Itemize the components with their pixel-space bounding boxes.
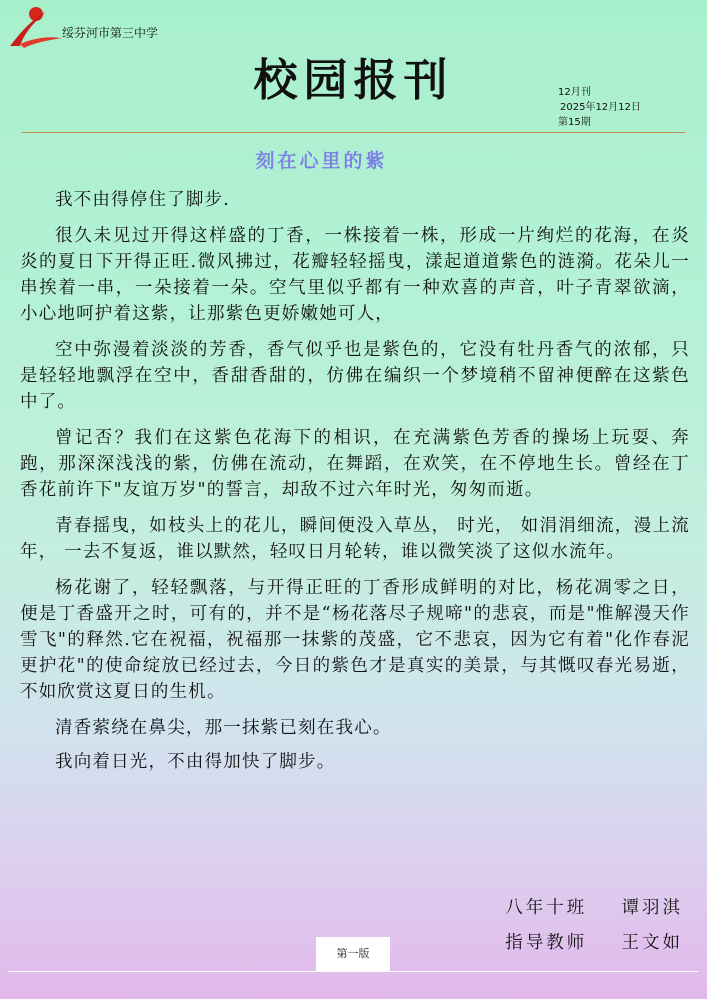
footer-divider (8, 971, 698, 972)
teacher-name: 王文如 (621, 933, 683, 953)
header-divider (22, 132, 685, 133)
author-name: 谭羽淇 (621, 898, 683, 918)
paragraph: 我向着日光，不由得加快了脚步。 (55, 752, 336, 772)
page-label: 第一版 (316, 937, 390, 971)
issue-month: 12月刊 (558, 87, 591, 98)
paragraph: 很久未见过开得这样盛的丁香，一株接着一株，形成一片绚烂的花海，在炎炎的夏日下开得正旺.微风拂过，花瓣轻轻摇曳，漾起道道紫色的涟漪。花朵儿一串挨着一串，一朵接着一朵。空气里似乎都有一种欢喜的声音，叶子青翠欲滴，小心地呵护着这紫，让那紫色更娇嫩她可人， (20, 226, 690, 324)
article-title: 刻在心里的紫 (255, 150, 388, 172)
school-name: 绥芬河市第三中学 (62, 26, 159, 40)
article-body (20, 187, 690, 783)
masthead-title: 校园报刊 (253, 55, 454, 106)
issue-date: 2025年12月12日 (560, 102, 641, 113)
author-class: 八年十班 (505, 898, 588, 918)
teacher-line (505, 929, 683, 954)
school-logo-icon (6, 4, 64, 48)
paragraph: 我不由得停住了脚步. (55, 190, 231, 210)
teacher-label: 指导教师 (505, 933, 588, 953)
issue-info (558, 85, 641, 130)
paragraph: 清香萦绕在鼻尖，那一抹紫已刻在我心。 (55, 718, 392, 738)
paragraph: 杨花谢了，轻轻飘落，与开得正旺的丁香形成鲜明的对比，杨花凋零之日，便是丁香盛开之时，可有的，并不是“杨花落尽子规啼"的悲哀，而是"惟解漫天作雪飞"的释然.它在祝福，祝福那一抹紫的茂盛，它不悲哀，因为它有着"化作春泥更护花"的使命绽放已经过去，今日的紫色才是真实的美景，与其慨叹春光易逝，不如欣赏这夏日的生机。 (20, 578, 690, 702)
issue-number: 第15期 (558, 117, 591, 128)
author-line (505, 894, 683, 919)
paragraph: 曾记否？我们在这紫色花海下的相识，在充满紫色芳香的操场上玩耍、奔跑，那深深浅浅的紫，仿佛在流动，在舞蹈，在欢笑，在不停地生长。曾经在丁香花前许下"友谊万岁"的誓言，却敌不过六年时光，匆匆而逝。 (20, 428, 690, 500)
paragraph: 空中弥漫着淡淡的芳香，香气似乎也是紫色的，它没有牡丹香气的浓郁，只是轻轻地飘浮在空中，香甜香甜的，仿佛在编织一个梦境稍不留神便醉在这紫色中了。 (20, 340, 690, 412)
paragraph: 青春摇曳，如枝头上的花儿，瞬间便没入草丛， 时光， 如涓涓细流，漫上流年， 一去不复返，谁以默然，轻叹日月轮转，谁以微笑淡了这似水流年。 (20, 516, 690, 562)
